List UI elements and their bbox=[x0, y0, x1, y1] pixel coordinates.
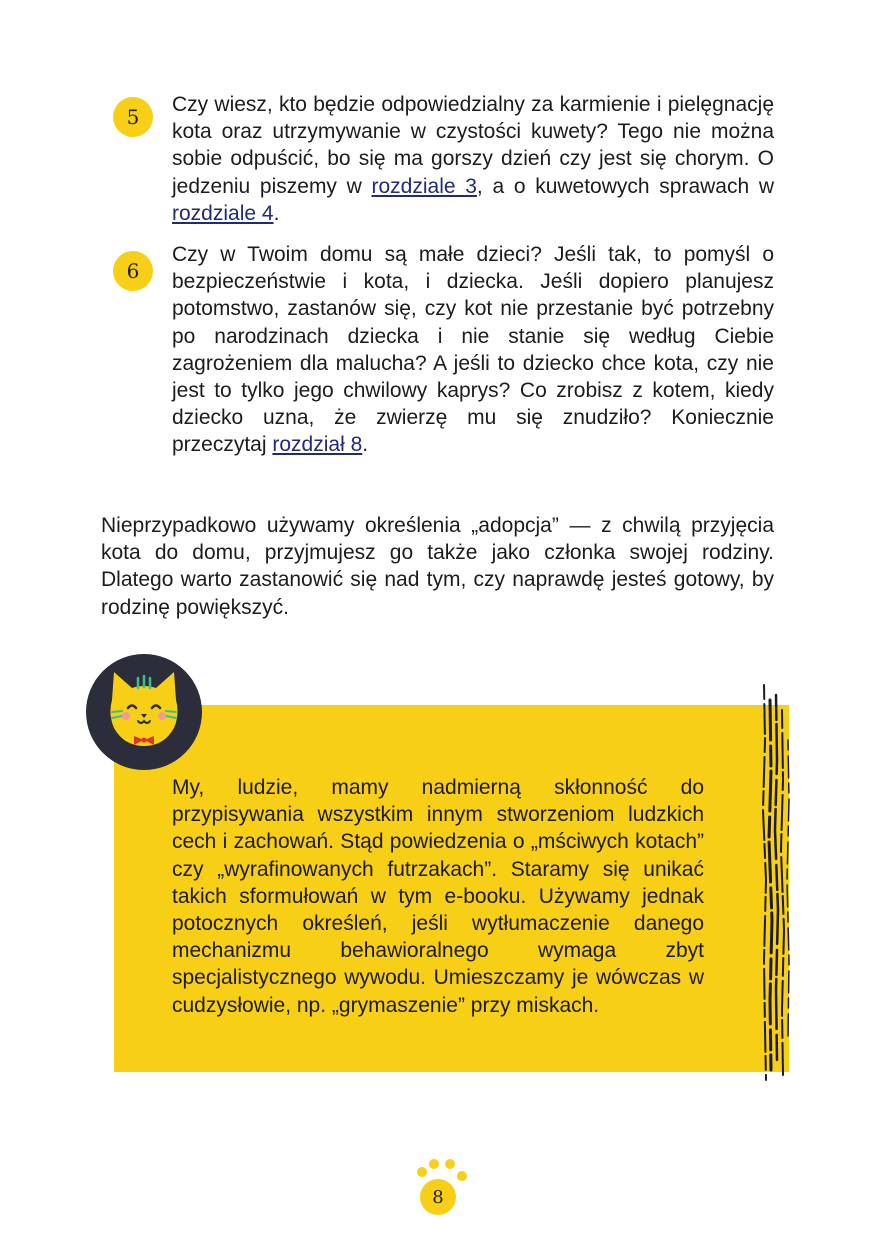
item-6-text bbox=[172, 241, 774, 459]
number-badge-5 bbox=[113, 97, 153, 137]
link-rozdzial-3[interactable]: rozdziale 3 bbox=[371, 174, 477, 198]
link-rozdzial-8[interactable]: rozdział 8 bbox=[272, 433, 363, 457]
item-6-text-part: . bbox=[362, 433, 369, 457]
item-6-text-part: Czy w Twoim domu są małe dzieci? Jeśli tak, to pomyśl o bezpieczeństwie i kota, i dziecka. Jeśli dopiero planujesz potomstwo, zastanów się, czy kot nie przestanie być potrzebny po narodzinach dziecka i nie stanie się według Ciebie zagrożeniem dla malucha? A jeśli to dziecko chce kota, czy nie jest to tylko jego chwilowy kaprys? Co zrobisz z kotem, kiedy dziecko uzna, że zwierzę mu się znudziło? Koniecznie przeczytaj bbox=[172, 243, 774, 457]
link-rozdzial-4[interactable]: rozdziale 4 bbox=[172, 201, 274, 225]
item-5-text bbox=[172, 91, 774, 227]
item-5-text-part: . bbox=[273, 201, 280, 225]
adoption-paragraph: Nieprzypadkowo używamy określenia „adopcja” — z chwilą przyjęcia kota do domu, przyjmujesz go także jako członka swojej rodziny. Dlatego warto zastanowić się nad tym, czy naprawdę jesteś gotowy, by rodzinę powiększyć. bbox=[101, 514, 774, 619]
item-5-text-part: , a o kuwetowych sprawach w bbox=[476, 174, 774, 198]
page-number: 8 bbox=[432, 1186, 444, 1208]
badge-number: 5 bbox=[126, 105, 140, 129]
badge-number: 6 bbox=[126, 259, 140, 283]
number-badge-6 bbox=[113, 251, 153, 291]
cat-face-icon bbox=[86, 654, 202, 770]
item-5-text-part: Czy wiesz, kto będzie odpowiedzialny za karmienie i pielęgnację kota oraz utrzymywanie w czystości kuwety? Tego nie można sobie odpuścić, bo się ma gorszy dzień czy jest się chorym. O jedzeniu piszemy w bbox=[172, 93, 774, 198]
callout-text: My, ludzie, mamy nadmierną skłonność do przypisywania wszystkim innym stworzeniom ludzkich cech i zachowań. Stąd powiedzenia o „mściwych kotach” czy „wyrafinowanych futrzakach”. Staramy się unikać takich sformułowań w tym e-booku. Używamy jednak potocznych określeń, jeśli wytłumaczenie danego mechanizmu behawioralnego wymaga zbyt specjalistycznego wywodu. Umieszczamy je wówczas w cudzysłowie, np. „grymaszenie” przy miskach. bbox=[172, 776, 704, 1017]
brush-stripes-decoration bbox=[752, 680, 800, 1085]
